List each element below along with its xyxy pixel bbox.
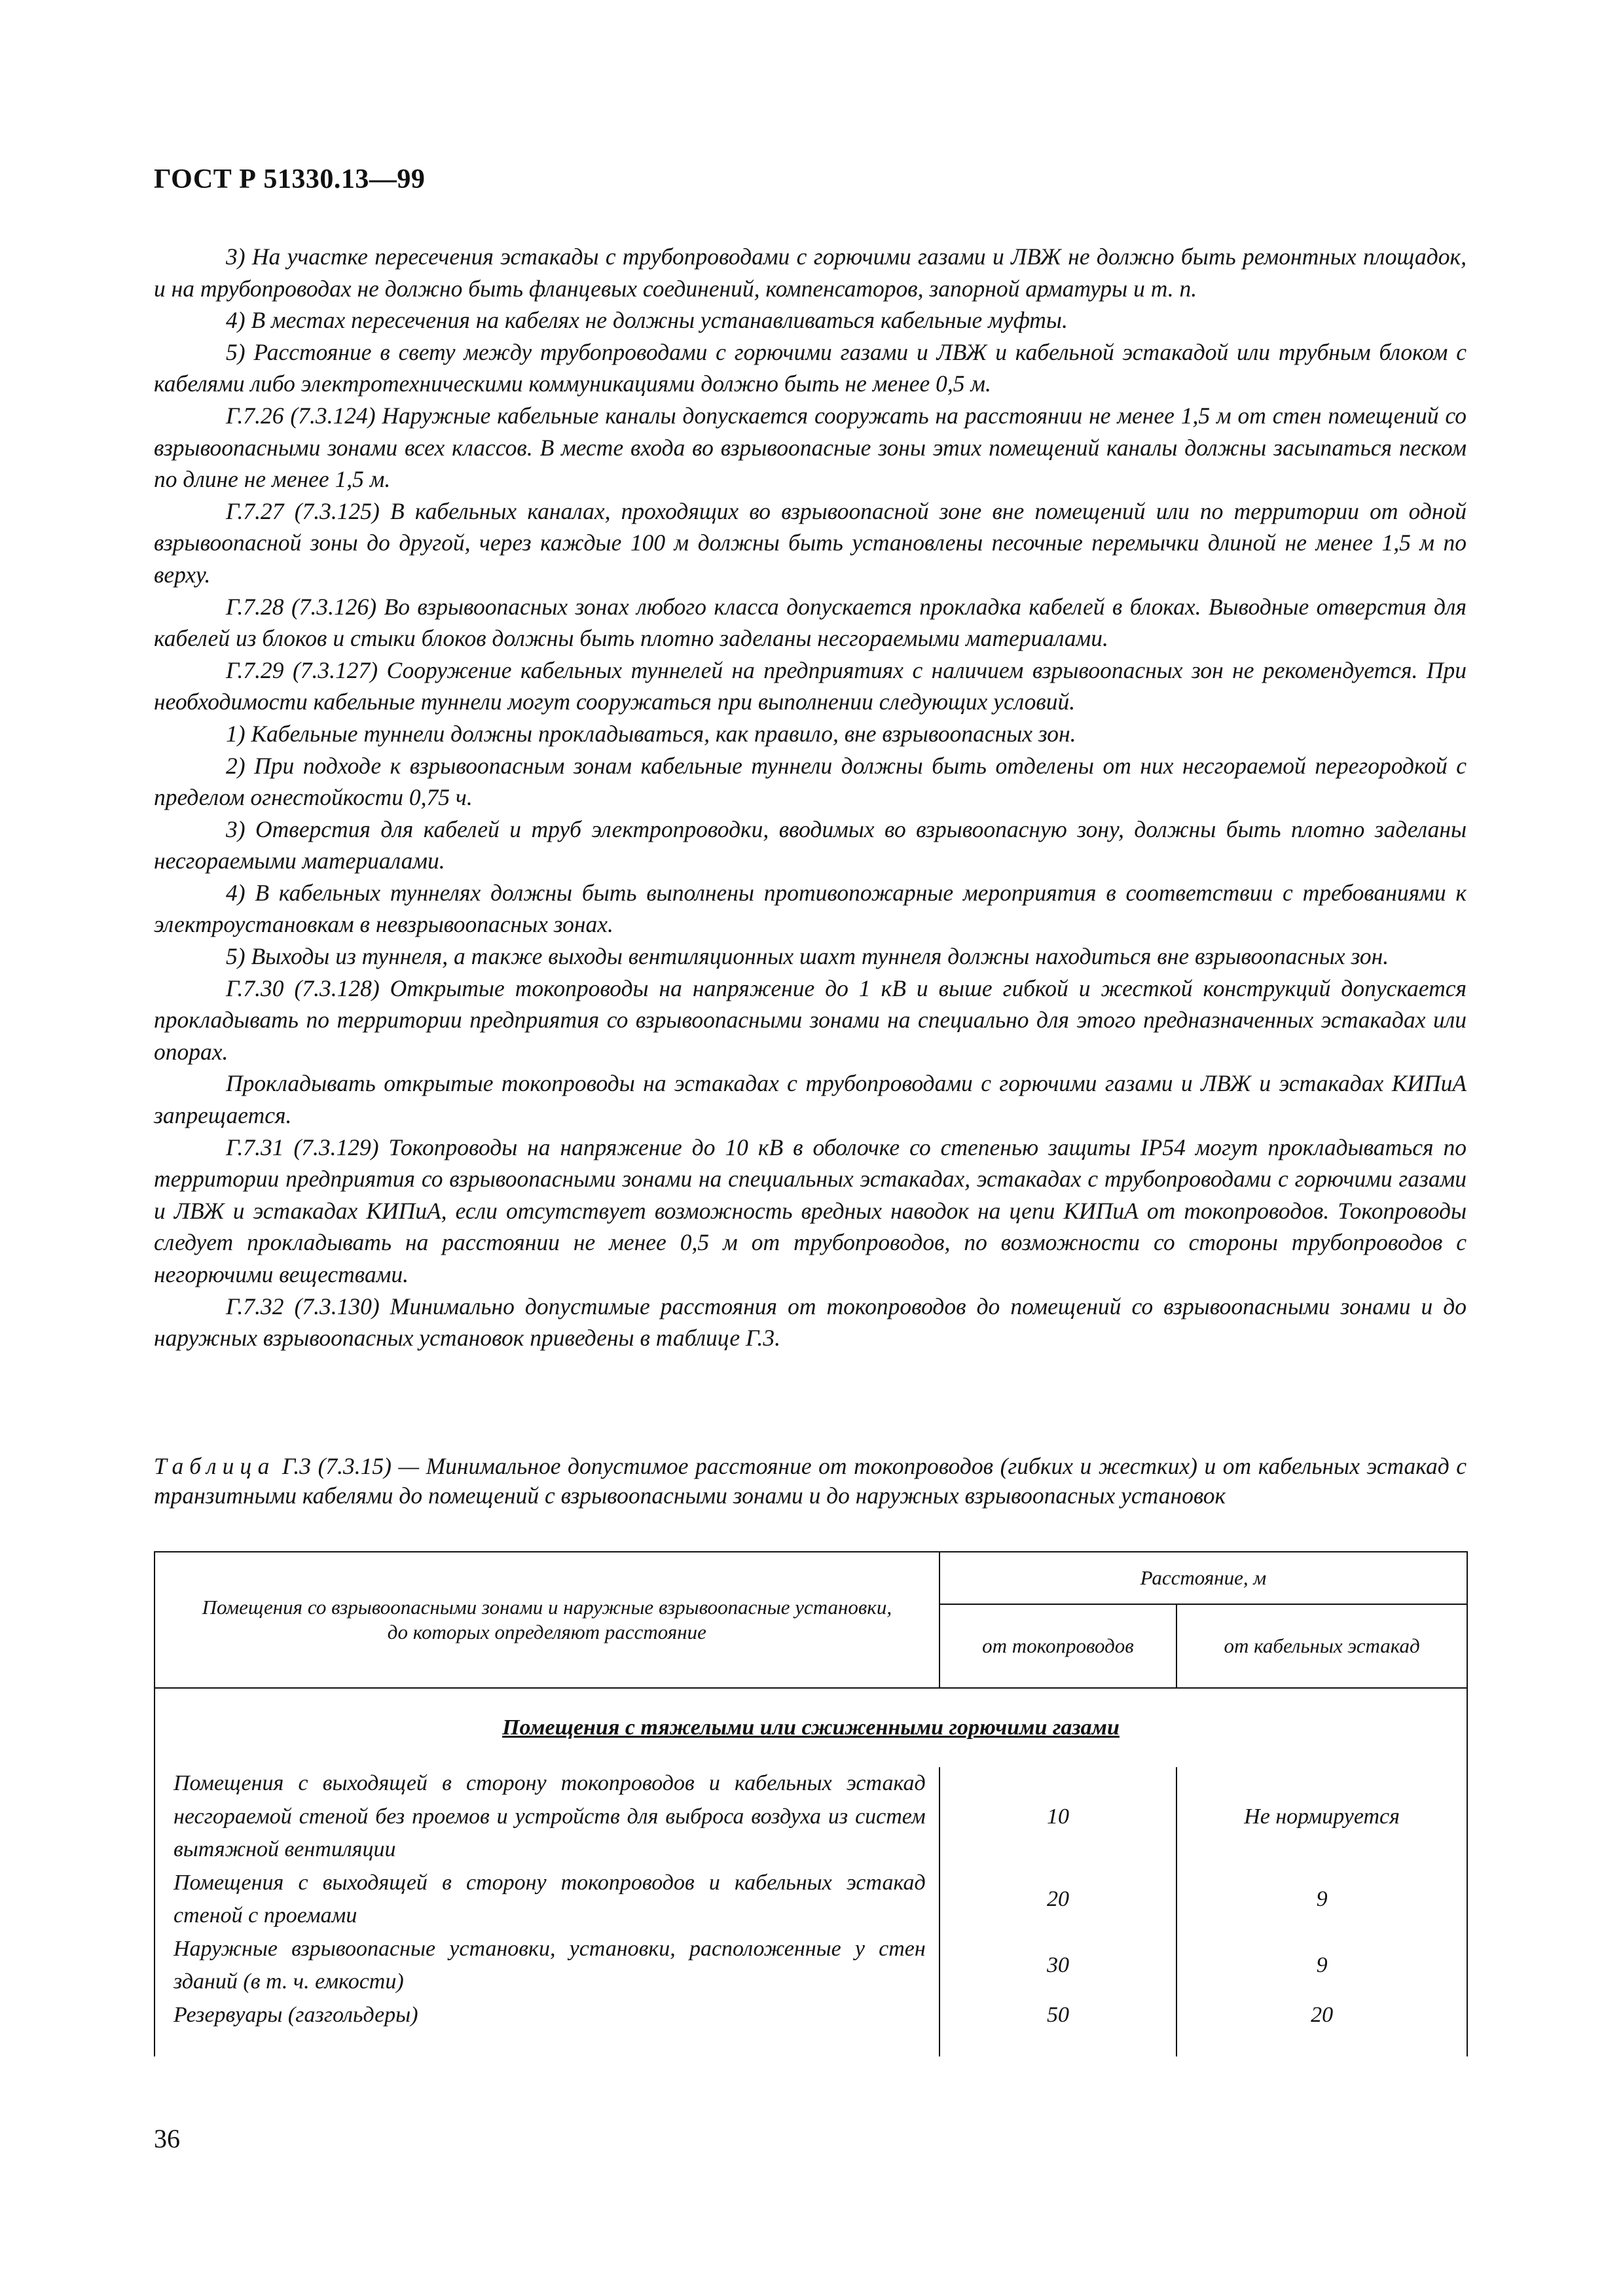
table-row xyxy=(155,1867,1467,1933)
body-text xyxy=(154,241,1467,1354)
row-value-cable-racks: Не нормируется xyxy=(1176,1767,1467,1867)
column-header-busways: от токопроводов xyxy=(939,1604,1176,1688)
paragraph: Г.7.30 (7.3.128) Открытые токопроводы на напряжение до 1 кВ и выше гибкой и жесткой конструкций допускается прокладывать по территории предприятия со взрывоопасными зонами на специально для этого предназначенных эстакадах или опорах. xyxy=(154,975,1467,1065)
table-caption-text: Г.3 (7.3.15) — Минимальное допустимое расстояние от токопроводов (гибких и жестких) и от кабельных эстакад с транзитными кабелями до помещений с взрывоопасными зонами и до наружных взрывоопасных установок xyxy=(154,1453,1467,1509)
row-description: Помещения с выходящей в сторону токопроводов и кабельных эстакад стеной с проемами xyxy=(155,1867,939,1933)
table-caption-label: Таблица xyxy=(154,1453,276,1479)
row-value-cable-racks: 9 xyxy=(1176,1933,1467,1999)
paragraph: 4) В местах пересечения на кабелях не должны устанавливаться кабельные муфты. xyxy=(226,307,1068,334)
column-header-cable-racks: от кабельных эстакад xyxy=(1176,1604,1467,1688)
row-value-busways: 10 xyxy=(939,1767,1176,1867)
row-value-busways: 50 xyxy=(939,1999,1176,2057)
paragraph: Г.7.29 (7.3.127) Сооружение кабельных туннелей на предприятиях с наличием взрывоопасных зон не рекомендуется. При необходимости кабельные туннели могут сооружаться при выполнении следующих условий. xyxy=(154,656,1467,715)
page-number: 36 xyxy=(154,2124,180,2153)
table-caption xyxy=(154,1452,1467,1511)
row-value-busways: 20 xyxy=(939,1867,1176,1933)
column-group-header-distance: Расстояние, м xyxy=(939,1552,1467,1604)
paragraph: 5) Выходы из туннеля, а также выходы вентиляционных шахт туннеля должны находиться вне взрывоопасных зон. xyxy=(226,943,1389,970)
table-row xyxy=(155,1999,1467,2057)
document-header: ГОСТ Р 51330.13—99 xyxy=(154,164,426,194)
distance-table xyxy=(154,1551,1468,2056)
paragraph: 3) Отверстия для кабелей и труб электропроводки, вводимых во взрывоопасную зону, должны быть плотно заделаны несгораемыми материалами. xyxy=(154,816,1467,874)
column-header-premises: Помещения со взрывоопасными зонами и наружные взрывоопасные установки, до которых определяют расстояние xyxy=(155,1552,939,1688)
row-value-cable-racks: 9 xyxy=(1176,1867,1467,1933)
paragraph: Г.7.27 (7.3.125) В кабельных каналах, проходящих во взрывоопасной зоне вне помещений или по территории от одной взрывоопасной зоны до другой, через каждые 100 м должны быть установлены песочные перемычки длиной не менее 1,5 м по верху. xyxy=(154,497,1467,588)
paragraph: 3) На участке пересечения эстакады с трубопроводами с горючими газами и ЛВЖ не должно быть ремонтных площадок, и на трубопроводах не должно быть фланцевых соединений, компенсаторов, запорной арматуры и т. п. xyxy=(154,243,1467,302)
row-description: Резервуары (газгольдеры) xyxy=(155,1999,939,2057)
row-value-cable-racks: 20 xyxy=(1176,1999,1467,2057)
paragraph: 5) Расстояние в свету между трубопроводами с горючими газами и ЛВЖ и кабельной эстакадой или трубным блоком с кабелями либо электротехническими коммуникациями должно быть не менее 0,5 м. xyxy=(154,338,1467,397)
paragraph: 4) В кабельных туннелях должны быть выполнены противопожарные мероприятия в соответствии с требованиями к электроустановкам в невзрывоопасных зонах. xyxy=(154,879,1467,938)
row-description: Помещения с выходящей в сторону токопроводов и кабельных эстакад несгораемой стеной без проемов и устройств для выброса воздуха из систем вытяжной вентиляции xyxy=(155,1767,939,1867)
paragraph: Г.7.26 (7.3.124) Наружные кабельные каналы допускается сооружать на расстоянии не менее 1,5 м от стен помещений со взрывоопасными зонами всех классов. В месте входа во взрывоопасные зоны этих помещений каналы должны засыпаться песком по длине не менее 1,5 м. xyxy=(154,402,1467,493)
table-section-title: Помещения с тяжелыми или сжиженными горючими газами xyxy=(155,1688,1467,1767)
paragraph: 2) При подходе к взрывоопасным зонам кабельные туннели должны быть отделены от них несгораемой перегородкой с пределом огнестойкости 0,75 ч. xyxy=(154,752,1467,811)
paragraph: Г.7.32 (7.3.130) Минимально допустимые расстояния от токопроводов до помещений со взрывоопасными зонами и до наружных взрывоопасных установок приведены в таблице Г.3. xyxy=(154,1293,1467,1352)
table-row xyxy=(155,1767,1467,1867)
table-row xyxy=(155,1933,1467,1999)
paragraph: Г.7.31 (7.3.129) Токопроводы на напряжение до 10 кВ в оболочке со степенью защиты IP54 могут прокладываться по территории предприятия со взрывоопасными зонами на специальных эстакадах, эстакадах с трубопроводами с горючими газами и ЛВЖ и эстакадах КИПиА, если отсутствует возможность вредных наводок на цепи КИПиА от токопроводов. Токопроводы следует прокладывать на расстоянии не менее 0,5 м от трубопроводов, по возможности со стороны трубопроводов с негорючими веществами. xyxy=(154,1134,1467,1287)
paragraph: 1) Кабельные туннели должны прокладываться, как правило, вне взрывоопасных зон. xyxy=(226,720,1076,747)
row-description: Наружные взрывоопасные установки, установки, расположенные у стен зданий (в т. ч. емкости) xyxy=(155,1933,939,1999)
row-value-busways: 30 xyxy=(939,1933,1176,1999)
paragraph: Г.7.28 (7.3.126) Во взрывоопасных зонах любого класса допускается прокладка кабелей в блоках. Выводные отверстия для кабелей из блоков и стыки блоков должны быть плотно заделаны несгораемыми материалами. xyxy=(154,593,1467,652)
paragraph: Прокладывать открытые токопроводы на эстакадах с трубопроводами с горючими газами и ЛВЖ и эстакадах КИПиА запрещается. xyxy=(154,1070,1467,1129)
